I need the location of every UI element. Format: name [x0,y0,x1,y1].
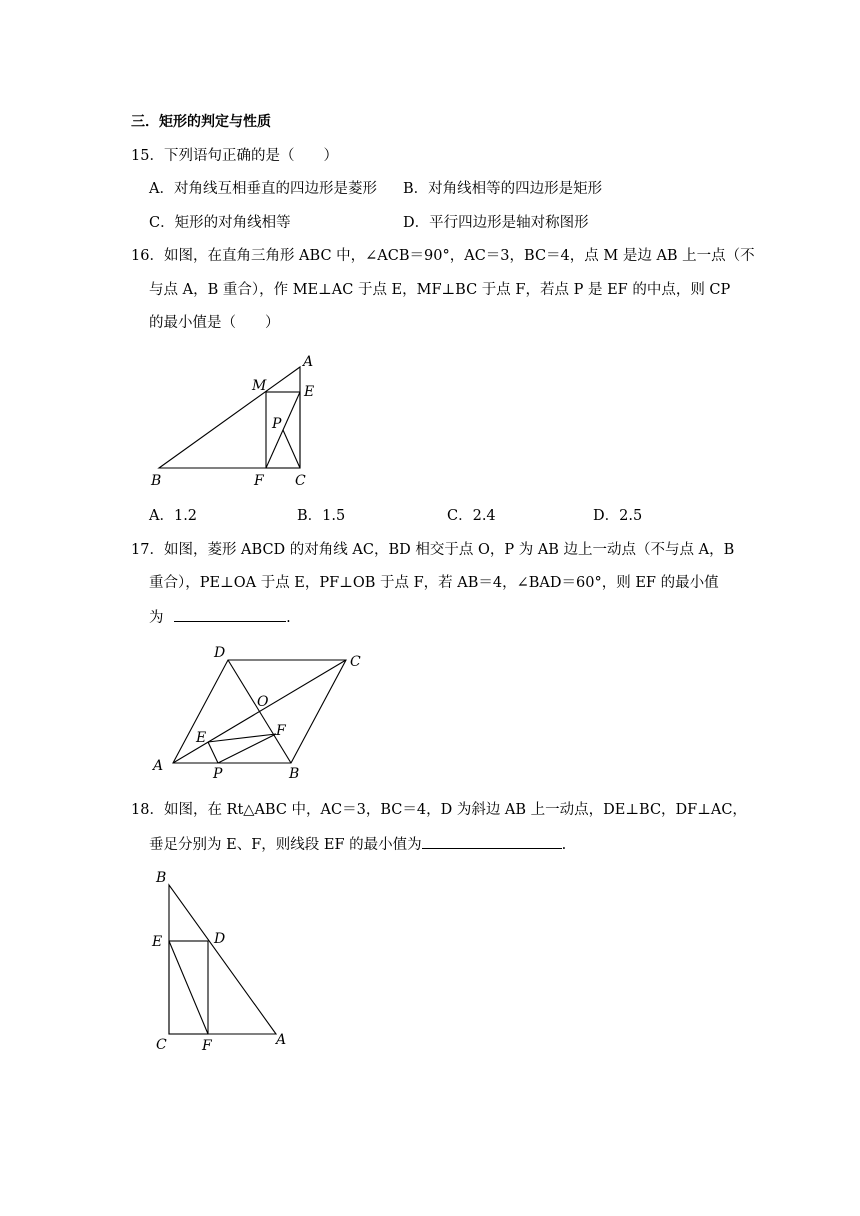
q16-label-f: F [254,473,264,489]
q17-label-a: A [153,758,164,774]
q18-line-2-suffix: . [561,837,567,853]
q18-label-f: F [202,1038,212,1054]
q16-option-d: D．2.5 [593,508,643,524]
q16-line-2: 与点 A，B 重合），作 ME⊥AC 于点 E，MF⊥BC 于点 F，若点 P 是 EF 的中点，则 CP [149,282,731,298]
q17-label-e: E [196,730,207,746]
q16-label-m: M [252,378,267,394]
q16-label-a: A [303,354,314,370]
q16-option-b: B．1.5 [297,508,346,524]
q18-triangle-abc [169,885,276,1034]
q18-label-c: C [156,1037,167,1053]
q15-option-c: C．矩形的对角线相等 [149,215,291,231]
q16-option-c: C．2.4 [447,508,496,524]
q17-label-d: D [214,645,226,661]
q18-label-e: E [152,934,163,950]
q17-label-o: O [257,694,269,710]
q15-stem: 15．下列语句正确的是（ ） [131,148,338,164]
q18-line-2-prefix: 垂足分别为 E、F，则线段 EF 的最小值为 [149,837,422,853]
q18-label-b: B [156,870,167,886]
q16-line-1: 16．如图，在直角三角形 ABC 中，∠ACB＝90°，AC＝3，BC＝4，点 M 是边 AB 上一点（不 [131,248,755,264]
q17-line-2: 重合），PE⊥OA 于点 E，PF⊥OB 于点 F，若 AB＝4，∠BAD＝60°，则 EF 的最小值 [149,575,719,591]
q15-option-a: A．对角线互相垂直的四边形是菱形 [149,181,377,197]
q17-label-b: B [289,766,300,782]
q16-option-a: A．1.2 [149,508,198,524]
q15-option-b: B．对角线相等的四边形是矩形 [403,181,603,197]
q16-label-b: B [151,473,162,489]
q16-line-3: 的最小值是（ ） [149,315,280,331]
q15-option-d: D．平行四边形是轴对称图形 [403,215,589,231]
q17-label-f: F [276,723,286,739]
q17-line-3-prefix: 为 [149,610,164,626]
q16-label-c: C [295,473,306,489]
q17-label-p: P [213,766,223,782]
q18-label-a: A [276,1032,287,1048]
q17-line-1: 17．如图，菱形 ABCD 的对角线 AC，BD 相交于点 O，P 为 AB 边上一动点（不与点 A，B [131,542,735,558]
q18-label-d: D [214,931,226,947]
q18-segment-ef [169,941,208,1034]
q17-label-c: C [350,654,361,670]
section-title: 三．矩形的判定与性质 [131,114,271,130]
q17-line-3-suffix: . [286,610,291,626]
q16-label-p: P [272,416,282,432]
q16-label-e: E [304,384,315,400]
q18-line-1: 18．如图，在 Rt△ABC 中，AC＝3，BC＝4，D 为斜边 AB 上一动点，DE⊥BC，DF⊥AC， [131,802,747,818]
